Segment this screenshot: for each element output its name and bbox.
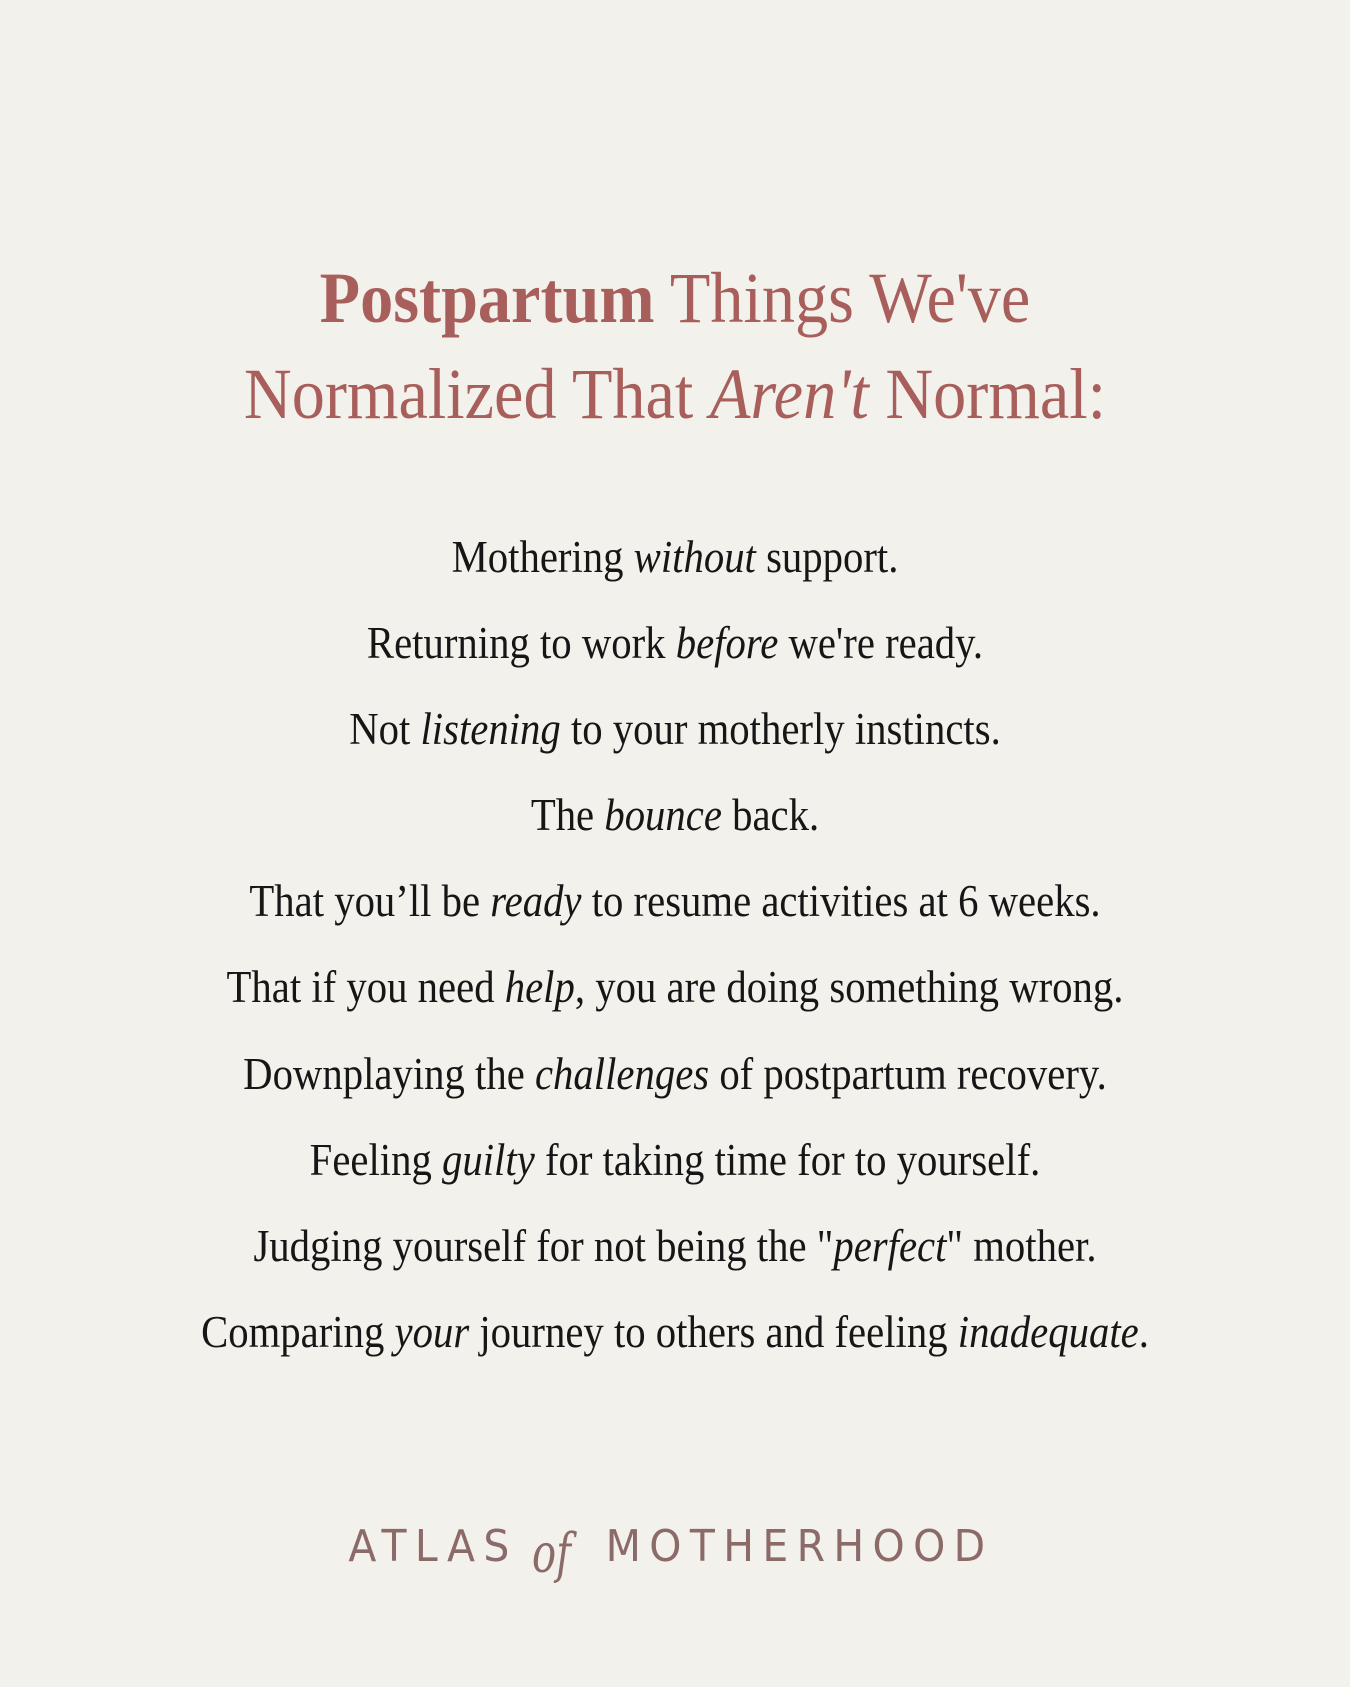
item-emphasis: listening bbox=[420, 704, 561, 755]
item-emphasis: guilty bbox=[442, 1134, 535, 1185]
list-item bbox=[64, 1031, 1286, 1117]
item-text: Downplaying the bbox=[243, 1048, 535, 1099]
item-text: Comparing bbox=[201, 1306, 395, 1357]
item-emphasis: help bbox=[504, 962, 575, 1013]
title-line-2 bbox=[54, 346, 1296, 442]
item-text: journey to others and feeling bbox=[469, 1306, 958, 1357]
item-emphasis: perfect bbox=[833, 1220, 947, 1271]
item-emphasis: without bbox=[633, 532, 756, 582]
page-title bbox=[0, 250, 1350, 442]
item-text: to resume activities at 6 weeks. bbox=[581, 876, 1101, 927]
item-text: for taking time for to yourself. bbox=[534, 1134, 1041, 1185]
item-emphasis: challenges bbox=[534, 1048, 710, 1099]
title-line-2-before: Normalized That bbox=[243, 354, 710, 434]
title-emphasis-postpartum: Postpartum bbox=[319, 258, 655, 338]
item-text: of postpartum recovery. bbox=[709, 1048, 1107, 1099]
item-text: we're ready. bbox=[778, 618, 984, 669]
item-emphasis: your bbox=[394, 1306, 470, 1357]
item-text: " mother. bbox=[946, 1220, 1097, 1271]
list-item bbox=[64, 1117, 1286, 1203]
logo-script-of: of bbox=[532, 1522, 571, 1586]
list-item bbox=[64, 686, 1286, 772]
item-text: That you’ll be bbox=[249, 876, 491, 927]
logo-word-atlas: ATLAS bbox=[348, 1521, 518, 1572]
item-text: to your motherly instincts. bbox=[560, 704, 1001, 755]
list-item bbox=[64, 944, 1286, 1030]
item-text: Returning to work bbox=[366, 618, 676, 669]
item-text: That if you need bbox=[226, 962, 505, 1013]
list-item bbox=[64, 1289, 1286, 1375]
item-text: support. bbox=[755, 532, 899, 582]
brand-logo bbox=[0, 1517, 1350, 1587]
list-item bbox=[64, 514, 1286, 600]
item-emphasis: ready bbox=[490, 876, 582, 927]
item-text: The bbox=[530, 790, 605, 841]
title-line-1 bbox=[54, 250, 1296, 346]
item-text: . bbox=[1138, 1306, 1149, 1357]
item-text: Feeling bbox=[309, 1134, 443, 1185]
normalized-things-list bbox=[0, 514, 1350, 1375]
title-line-2-after: Normal: bbox=[868, 354, 1107, 434]
list-item bbox=[64, 858, 1286, 944]
list-item bbox=[64, 772, 1286, 858]
item-text: Not bbox=[349, 704, 421, 755]
item-emphasis: bounce bbox=[604, 790, 722, 841]
item-emphasis: inadequate bbox=[957, 1306, 1139, 1357]
item-text: back. bbox=[721, 790, 820, 841]
title-emphasis-arent: Aren't bbox=[709, 354, 869, 434]
list-item bbox=[64, 600, 1286, 686]
title-line-1-rest: Things We've bbox=[654, 258, 1031, 338]
item-text: Mothering bbox=[451, 532, 634, 582]
list-item bbox=[64, 1203, 1286, 1289]
logo-word-motherhood: MOTHERHOOD bbox=[605, 1521, 994, 1572]
item-text: , you are doing something wrong. bbox=[574, 962, 1124, 1013]
item-text: Judging yourself for not being the " bbox=[253, 1220, 834, 1271]
item-emphasis: before bbox=[675, 618, 779, 669]
